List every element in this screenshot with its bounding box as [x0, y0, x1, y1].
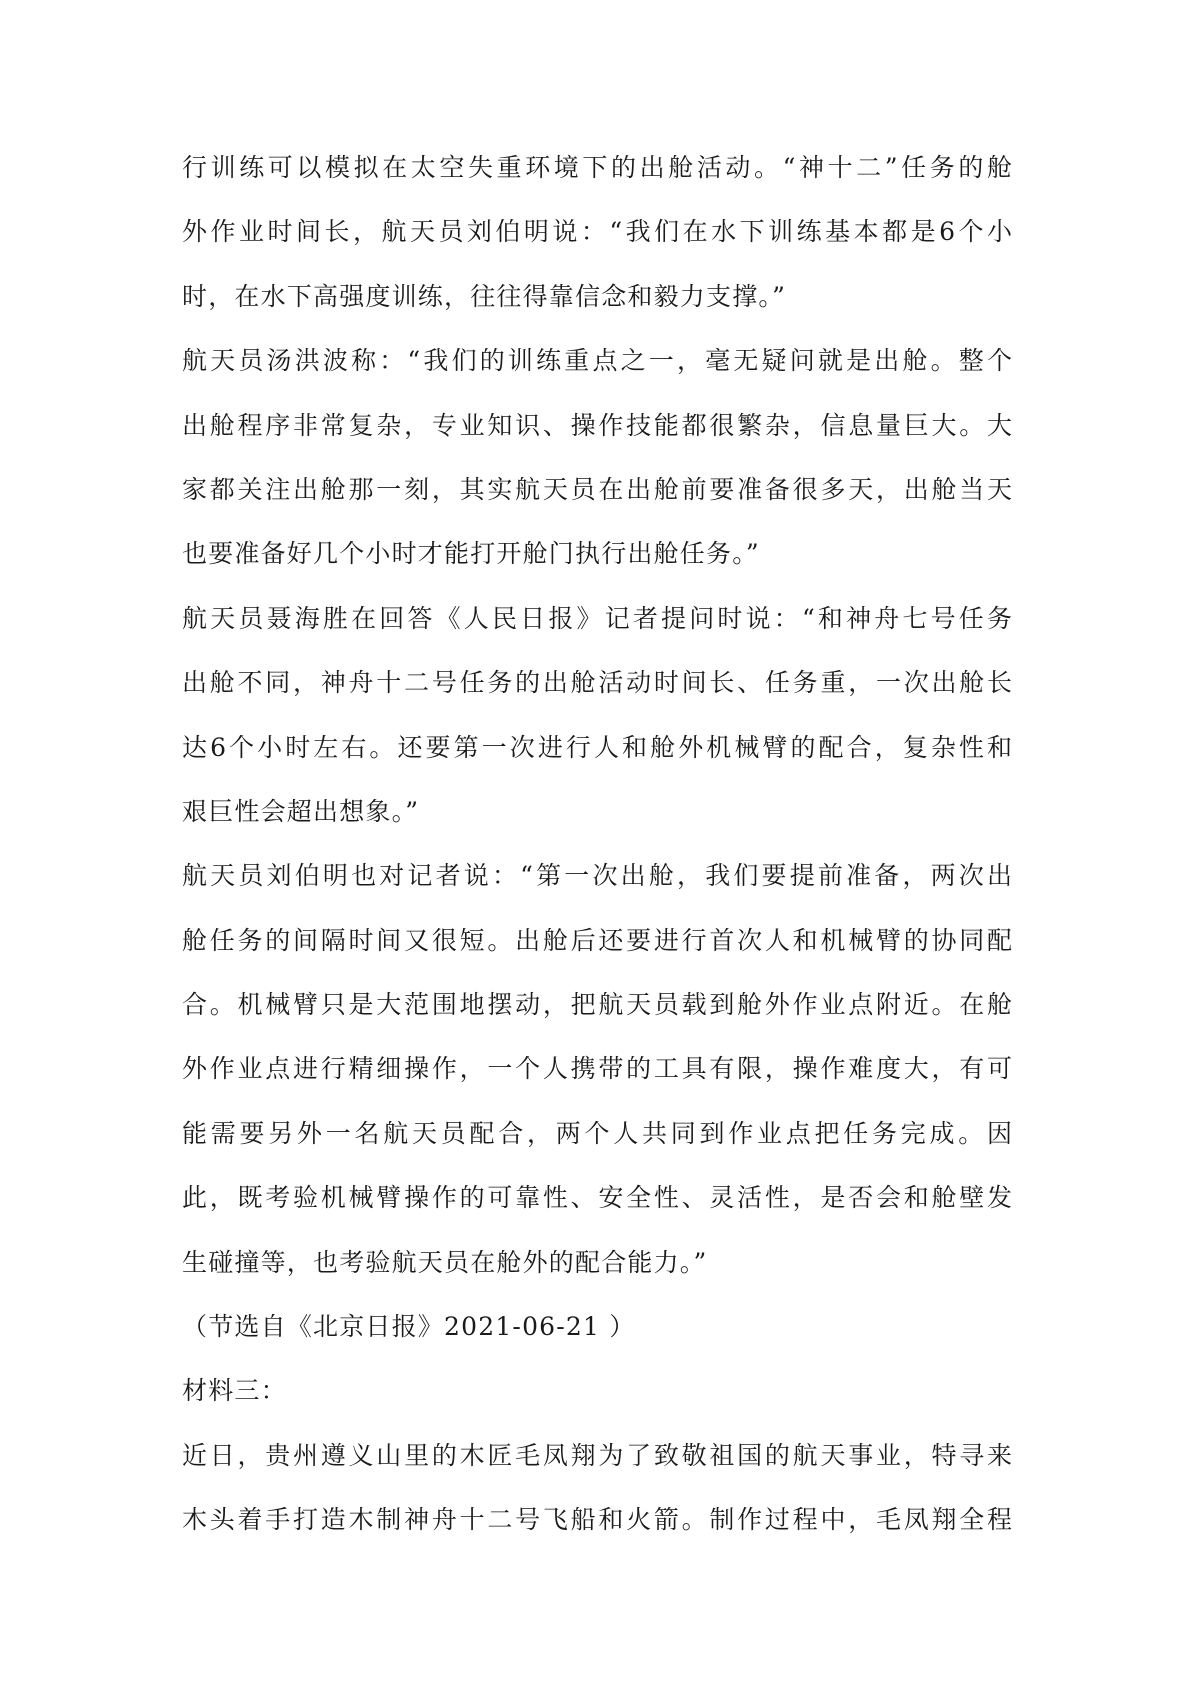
text-line: 行训练可以模拟在太空失重环境下的出舱活动。“神十二”任务的舱 [182, 153, 1012, 182]
section-heading: 材料三： [182, 1376, 287, 1406]
text-line: 近日，贵州遵义山里的木匠毛凤翔为了致敬祖国的航天事业，特寻来 [182, 1440, 1012, 1470]
text-line: 航天员汤洪波称：“我们的训练重点之一，毫无疑问就是出舱。整个 [182, 346, 1012, 376]
text-line: 舱任务的间隔时间又很短。出舱后还要进行首次人和机械臂的协同配 [182, 925, 1012, 955]
text-line: 外作业点进行精细操作，一个人携带的工具有限，操作难度大，有可 [182, 1054, 1012, 1084]
text-line: 出舱不同，神舟十二号任务的出舱活动时间长、任务重，一次出舱长 [182, 668, 1012, 698]
text-line: 能需要另外一名航天员配合，两个人共同到作业点把任务完成。因 [182, 1118, 1012, 1148]
text-line: 家都关注出舱那一刻，其实航天员在出舱前要准备很多天，出舱当天 [182, 474, 1012, 504]
text-line: 合。机械臂只是大范围地摆动，把航天员载到舱外作业点附近。在舱 [182, 990, 1012, 1020]
text-line: 时，在水下高强度训练，往往得靠信念和毅力支撑。” [182, 281, 787, 311]
text-line: 外作业时间长，航天员刘伯明说：“我们在水下训练基本都是6个小 [182, 217, 1012, 247]
source-citation: （节选自《北京日报》2021-06-21 ） [182, 1312, 636, 1342]
text-line: 也要准备好几个小时才能打开舱门执行出舱任务。” [182, 539, 760, 569]
text-line: 此，既考验机械臂操作的可靠性、安全性、灵活性，是否会和舱壁发 [182, 1183, 1012, 1213]
text-line: 达6个小时左右。还要第一次进行人和舱外机械臂的配合，复杂性和 [182, 732, 1012, 762]
text-line: 航天员刘伯明也对记者说：“第一次出舱，我们要提前准备，两次出 [182, 861, 1012, 891]
text-line: 生碰撞等，也考验航天员在舱外的配合能力。” [182, 1247, 708, 1277]
text-line: 艰巨性会超出想象。” [182, 796, 420, 826]
document-page [182, 136, 1012, 1553]
text-line: 木头着手打造木制神舟十二号飞船和火箭。制作过程中，毛凤翔全程 [182, 1505, 1012, 1535]
text-line: 航天员聂海胜在回答《人民日报》记者提问时说：“和神舟七号任务 [182, 603, 1012, 633]
text-line: 出舱程序非常复杂，专业知识、操作技能都很繁杂，信息量巨大。大 [182, 410, 1012, 440]
